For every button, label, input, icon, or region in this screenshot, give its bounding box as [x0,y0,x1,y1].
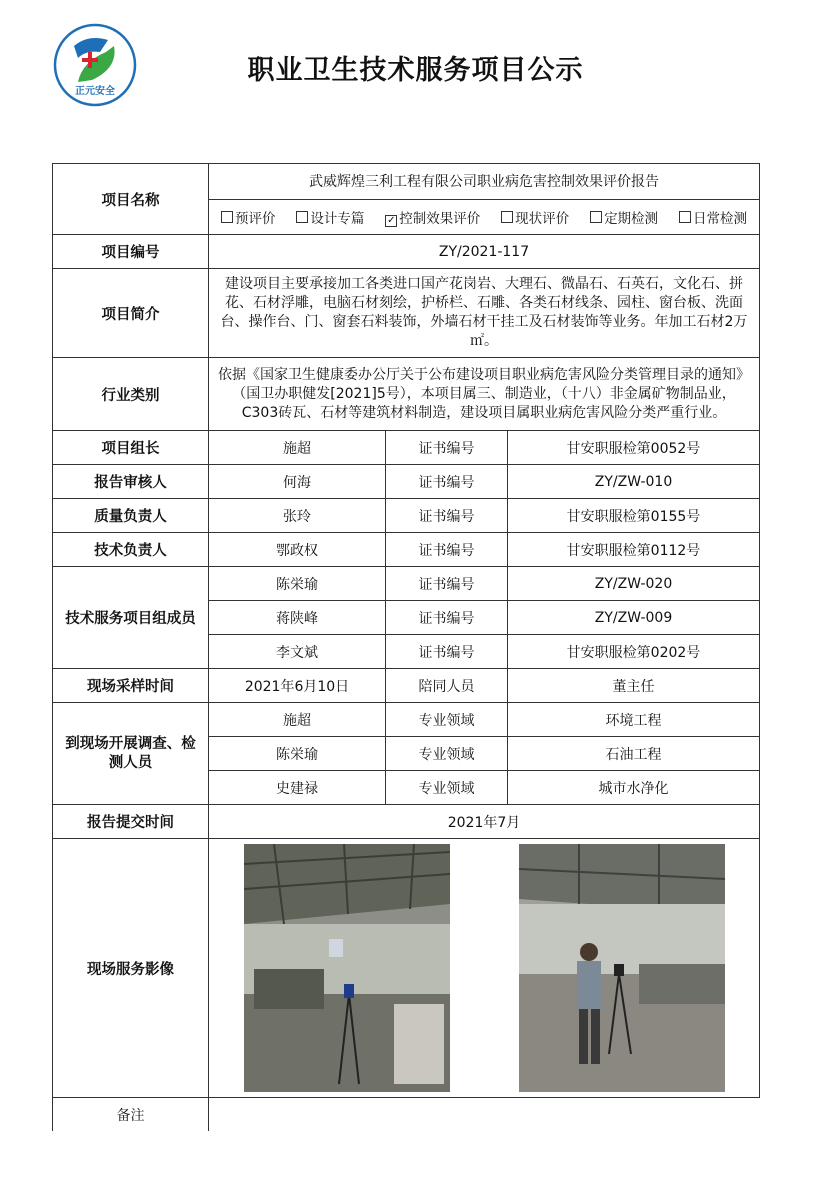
quality-cert: 甘安职服检第0155号 [508,499,760,533]
reviewer-cert: ZY/ZW-010 [508,465,760,499]
logo-text: 正元安全 [75,86,115,97]
sampling-time-value: 2021年6月10日 [209,669,386,703]
remark-value [209,1098,760,1132]
member-cert: 甘安职服检第0202号 [508,635,760,669]
cert-label: 证书编号 [386,431,508,465]
survey-person-name: 史建禄 [209,771,386,805]
project-type-label: 现状评价 [515,210,570,227]
field-label: 专业领域 [386,737,508,771]
quality-label: 质量负责人 [53,499,209,533]
checkbox-icon [221,211,233,223]
survey-person-name: 陈栄瑜 [209,737,386,771]
tech-name: 鄂政权 [209,533,386,567]
submit-time-label: 报告提交时间 [53,805,209,839]
project-type-option [679,207,747,227]
industry-label: 行业类别 [53,358,209,431]
cert-label: 证书编号 [386,567,508,601]
cert-label: 证书编号 [386,601,508,635]
survey-person-field: 城市水净化 [508,771,760,805]
member-name: 李文斌 [209,635,386,669]
project-type-label: 日常检测 [692,210,747,227]
project-name-label: 项目名称 [53,164,209,235]
survey-person-field: 环境工程 [508,703,760,737]
project-code-label: 项目编号 [53,235,209,269]
checked-box-icon: ✓ [387,214,396,226]
cert-label: 证书编号 [386,465,508,499]
survey-person-field: 石油工程 [508,737,760,771]
tech-label: 技术负责人 [53,533,209,567]
project-type-label: 控制效果评价 [399,210,481,227]
leader-cert: 甘安职服检第0052号 [508,431,760,465]
tech-cert: 甘安职服检第0112号 [508,533,760,567]
checkbox-icon [501,211,513,223]
sampling-time-label: 现场采样时间 [53,669,209,703]
member-cert: ZY/ZW-009 [508,601,760,635]
project-intro-value: 建设项目主要承接加工各类进口国产花岗岩、大理石、微晶石、石英石，文化石、拼花、石材浮雕，电脑石材刻绘，护桥栏、石雕、各类石材线条、园柱、窗台板、洗面台、操作台、门、窗套石料装饰，外墙石材干挂工及石材装饰等业务。年加工石材2万㎡。 [209,269,760,358]
quality-name: 张玲 [209,499,386,533]
industry-value: 依据《国家卫生健康委办公厅关于公布建设项目职业病危害风险分类管理目录的通知》（国卫办职健发[2021]5号），本项目属三、制造业，（十八）非金属矿物制品业，C303砖瓦、石材等建筑材料制造，建设项目属职业病危害风险分类严重行业。 [209,358,760,431]
images-label: 现场服务影像 [53,839,209,1098]
site-photo-1 [244,844,450,1092]
member-name: 蒋陕峰 [209,601,386,635]
project-type-option [501,207,569,227]
project-type-option [385,207,480,227]
companion-value: 董主任 [508,669,760,703]
reviewer-label: 报告审核人 [53,465,209,499]
cert-label: 证书编号 [386,499,508,533]
checkbox-icon [679,211,691,223]
project-type-label: 设计专篇 [310,210,365,227]
survey-person-name: 施超 [209,703,386,737]
cert-label: 证书编号 [386,533,508,567]
images-cell [209,839,760,1098]
project-type-option [296,207,364,227]
field-label: 专业领域 [386,703,508,737]
project-name-value: 武威辉煌三利工程有限公司职业病危害控制效果评价报告 [209,164,760,200]
members-label: 技术服务项目组成员 [53,567,209,669]
member-cert: ZY/ZW-020 [508,567,760,601]
project-code-value: ZY/2021-117 [209,235,760,269]
project-type-option [221,207,276,227]
reviewer-name: 何海 [209,465,386,499]
project-type-label: 定期检测 [604,210,659,227]
cert-label: 证书编号 [386,635,508,669]
remark-label: 备注 [53,1098,209,1132]
leader-name: 施超 [209,431,386,465]
project-type-row [209,199,760,235]
project-type-label: 预评价 [235,210,276,227]
survey-label: 到现场开展调查、检测人员 [53,703,209,805]
leader-label: 项目组长 [53,431,209,465]
submit-time-value: 2021年7月 [209,805,760,839]
member-name: 陈栄瑜 [209,567,386,601]
project-intro-label: 项目简介 [53,269,209,358]
site-photo-2 [519,844,725,1092]
page-title: 职业卫生技术服务项目公示 [247,55,584,86]
project-info-table [52,163,760,1131]
checkbox-icon [590,211,602,223]
companion-label: 陪同人员 [386,669,508,703]
field-label: 专业领域 [386,771,508,805]
checkbox-icon [296,211,308,223]
project-type-option [590,207,658,227]
